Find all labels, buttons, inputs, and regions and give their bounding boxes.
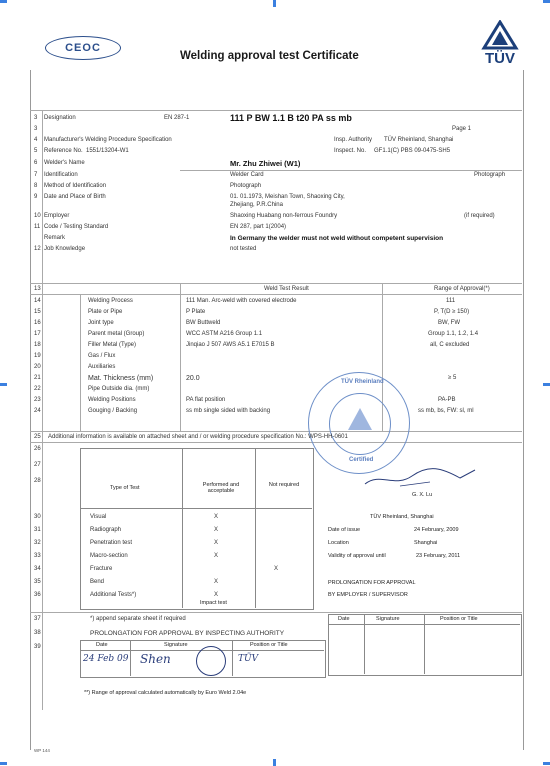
welding-process-value: 111 Man. Arc-weld with covered electrode bbox=[186, 298, 297, 304]
prolongation-authority-title: PROLONGATION FOR APPROVAL BY INSPECTING AUTHORITY bbox=[90, 630, 285, 637]
row-number: 20 bbox=[34, 364, 41, 370]
test-bend-mark: X bbox=[214, 579, 219, 585]
employer-value: Shaoxing Huabang non-ferrous Foundry bbox=[230, 213, 338, 219]
prolong-date-header: Date bbox=[96, 642, 108, 648]
row-number: 26 bbox=[34, 446, 41, 452]
code-standard-value: EN 287, part 1(2004) bbox=[230, 224, 287, 230]
row-number: 22 bbox=[34, 386, 41, 392]
row-number: 34 bbox=[34, 566, 41, 572]
row-number: 38 bbox=[34, 630, 41, 636]
additional-info-text: Additional information is available on attached sheet and / or welding procedure specification No.: WPS-HH-0601 bbox=[48, 434, 348, 440]
joint-type-label: Joint type bbox=[88, 320, 114, 326]
authority-name: TÜV Rheinland, Shanghai bbox=[370, 514, 434, 520]
welding-process-range: 111 bbox=[446, 298, 456, 304]
row-number: 24 bbox=[34, 408, 41, 414]
issue-date-value: 24 February, 2009 bbox=[414, 527, 459, 533]
welder-name-value: Mr. Zhu Zhiwei (W1) bbox=[230, 159, 301, 168]
tuv-logo-text: TÜV bbox=[485, 50, 515, 67]
row-number: 15 bbox=[34, 309, 41, 315]
plate-pipe-value: P Plate bbox=[186, 309, 206, 315]
row-number: 7 bbox=[34, 172, 38, 178]
code-standard-label: Code / Testing Standard bbox=[44, 224, 109, 230]
birth-value-2: Zhejiang, P.R.China bbox=[230, 202, 283, 208]
test-macro-label: Macro-section bbox=[90, 553, 128, 559]
tuv-logo bbox=[478, 20, 522, 70]
signer-name: G. X. Lu bbox=[412, 492, 433, 498]
ceoc-logo: CEOC bbox=[45, 36, 121, 60]
not-required-header: Not required bbox=[268, 482, 300, 488]
designation-label: Designation bbox=[44, 115, 76, 121]
handwritten-date: 24 Feb 09 bbox=[83, 654, 129, 664]
welding-positions-label: Welding Positions bbox=[88, 397, 136, 403]
welding-process-label: Welding Process bbox=[88, 298, 133, 304]
handwritten-title: TÜV bbox=[238, 654, 259, 664]
row-number: 8 bbox=[34, 183, 38, 189]
row-number: 27 bbox=[34, 462, 41, 468]
inspector-signature bbox=[360, 462, 480, 492]
form-code: WP 144 bbox=[34, 748, 50, 753]
joint-type-value: BW Buttweld bbox=[186, 320, 221, 326]
row-number: 33 bbox=[34, 553, 41, 559]
row-number: 14 bbox=[34, 298, 41, 304]
employer-label: Employer bbox=[44, 213, 70, 219]
test-visual-label: Visual bbox=[90, 514, 107, 520]
gouging-range: ss mb, bs, FW: sl, ml bbox=[418, 408, 474, 414]
inspect-no-label: Inspect. No. bbox=[334, 148, 367, 154]
row-number: 9 bbox=[34, 194, 38, 200]
row-number: 16 bbox=[34, 320, 41, 326]
prolongation-employer-title: PROLONGATION FOR APPROVAL bbox=[328, 580, 416, 586]
parent-metal-value: WCC ASTM A216 Group 1.1 bbox=[186, 331, 263, 337]
tuv-rheinland-stamp: TÜV Rheinland Certified bbox=[308, 372, 410, 474]
validity-value: 23 February, 2011 bbox=[416, 553, 461, 559]
row-number: 3 bbox=[34, 126, 38, 132]
parent-metal-label: Parent metal (Group) bbox=[88, 331, 145, 337]
employer-signature-header: Signature bbox=[376, 616, 400, 622]
row-number: 23 bbox=[34, 397, 41, 403]
test-penetration-mark: X bbox=[214, 540, 219, 546]
parent-metal-range: Group 1.1, 1.2, 1.4 bbox=[428, 331, 479, 337]
crop-mark bbox=[0, 762, 7, 765]
birth-value: 01. 01.1973, Meishan Town, Shaoxing City, bbox=[230, 194, 345, 200]
row-number: 10 bbox=[34, 213, 41, 219]
row-number: 32 bbox=[34, 540, 41, 546]
location-label: Location bbox=[328, 540, 349, 546]
append-sheet-note: *) append separate sheet if required bbox=[90, 616, 186, 622]
row-number: 31 bbox=[34, 527, 41, 533]
prolongation-employer-title-2: BY EMPLOYER / SUPERVISOR bbox=[328, 592, 408, 598]
auxiliaries-label: Auxiliaries bbox=[88, 364, 116, 370]
row-number: 28 bbox=[34, 478, 41, 484]
prolong-signature-header: Signature bbox=[164, 642, 188, 648]
crop-mark bbox=[543, 383, 550, 386]
test-penetration-label: Penetration test bbox=[90, 540, 133, 546]
row-number: 39 bbox=[34, 644, 41, 650]
certificate-title: Welding approval test Certificate bbox=[180, 50, 359, 62]
validity-label: Validity of approval until bbox=[328, 553, 386, 559]
employer-position-header: Position or Title bbox=[440, 616, 478, 622]
row-number: 35 bbox=[34, 579, 41, 585]
impact-test-note: Impact test bbox=[200, 600, 227, 606]
performed-header: Performed and acceptable bbox=[202, 482, 240, 494]
row-number: 4 bbox=[34, 137, 38, 143]
test-additional-mark: X bbox=[214, 592, 219, 598]
job-knowledge-value: not tested bbox=[230, 246, 257, 252]
type-of-test-header: Type of Test bbox=[110, 485, 140, 491]
remark-value: In Germany the welder must not weld without competent supervision bbox=[230, 235, 444, 242]
row-number: 25 bbox=[34, 434, 41, 440]
photograph-label: Photograph bbox=[474, 172, 506, 178]
welding-positions-value: PA flat position bbox=[186, 397, 226, 403]
pipe-diameter-label: Pipe Outside dia. (mm) bbox=[88, 386, 150, 392]
row-number: 18 bbox=[34, 342, 41, 348]
row-number: 11 bbox=[34, 224, 41, 230]
row-number: 6 bbox=[34, 160, 38, 166]
issue-date-label: Date of issue bbox=[328, 527, 361, 533]
row-number: 19 bbox=[34, 353, 41, 359]
crop-mark bbox=[543, 762, 550, 765]
remark-label: Remark bbox=[44, 235, 66, 241]
job-knowledge-label: Job Knowledge bbox=[44, 246, 86, 252]
plate-pipe-label: Plate or Pipe bbox=[88, 309, 123, 315]
method-identification-value: Photograph bbox=[230, 183, 262, 189]
test-radiograph-mark: X bbox=[214, 527, 219, 533]
range-approval-header: Range of Approval(*) bbox=[434, 286, 490, 292]
filler-metal-value: Jinqiao J 507 AWS A5.1 E7015 B bbox=[186, 342, 275, 348]
test-visual-mark: X bbox=[214, 514, 219, 520]
insp-authority-value: TÜV Rheinland, Shanghai bbox=[384, 137, 454, 143]
identification-value: Welder Card bbox=[230, 172, 264, 178]
identification-label: Identification bbox=[44, 172, 78, 178]
page-number: Page 1 bbox=[452, 126, 472, 132]
thickness-label: Mat. Thickness (mm) bbox=[88, 375, 154, 382]
row-number: 36 bbox=[34, 592, 41, 598]
plate-pipe-range: P, T(D ≥ 150) bbox=[434, 309, 470, 315]
row-number: 30 bbox=[34, 514, 41, 520]
insp-authority-label: Insp. Authority bbox=[334, 137, 373, 143]
crop-mark bbox=[0, 0, 7, 3]
range-footnote: **) Range of approval calculated automatically by Euro Weld 2.04e bbox=[84, 690, 247, 696]
row-number: 12 bbox=[34, 246, 41, 252]
welder-name-label: Welder's Name bbox=[44, 160, 85, 166]
birth-label: Date and Place of Birth bbox=[44, 194, 106, 200]
test-additional-label: Additional Tests*) bbox=[90, 592, 137, 598]
row-number: 17 bbox=[34, 331, 41, 337]
crop-mark bbox=[0, 383, 7, 386]
row-number: 21 bbox=[34, 375, 41, 381]
reference-label: Reference No. bbox=[44, 148, 83, 154]
gouging-label: Gouging / Backing bbox=[88, 408, 138, 414]
prolong-position-header: Position or Title bbox=[250, 642, 288, 648]
row-number: 5 bbox=[34, 148, 38, 154]
joint-type-range: BW, FW bbox=[438, 320, 460, 326]
crop-mark bbox=[273, 0, 276, 7]
tuv-triangle-icon bbox=[478, 20, 522, 52]
gouging-value: ss mb single sided with backing bbox=[186, 408, 271, 414]
employer-date-header: Date bbox=[338, 616, 350, 622]
inspect-no-value: GF1.1(C) PBS 09-0475-SH5 bbox=[374, 148, 451, 154]
filler-metal-range: all, C excluded bbox=[430, 342, 470, 348]
crop-mark bbox=[543, 0, 550, 3]
designation-value: 111 P BW 1.1 B t20 PA ss mb bbox=[230, 113, 352, 123]
welding-positions-range: PA-PB bbox=[438, 397, 456, 403]
row-number: 37 bbox=[34, 616, 41, 622]
handwritten-stamp bbox=[196, 646, 226, 676]
thickness-range: ≥ 5 bbox=[448, 375, 457, 381]
reference-value: 1551/13204-W1 bbox=[86, 148, 129, 154]
test-radiograph-label: Radiograph bbox=[90, 527, 122, 533]
gas-flux-label: Gas / Flux bbox=[88, 353, 116, 359]
wps-label: Manufacturer's Welding Procedure Specification bbox=[44, 137, 172, 143]
handwritten-signature: Shen bbox=[140, 652, 171, 666]
crop-mark bbox=[273, 759, 276, 766]
designation-standard: EN 287-1 bbox=[164, 115, 190, 121]
method-identification-label: Method of Identification bbox=[44, 183, 107, 189]
test-macro-mark: X bbox=[214, 553, 219, 559]
filler-metal-label: Filler Metal (Type) bbox=[88, 342, 137, 348]
test-bend-label: Bend bbox=[90, 579, 105, 585]
weld-test-result-header: Weld Test Result bbox=[264, 286, 309, 292]
row-number: 13 bbox=[34, 286, 41, 292]
location-value: Shanghai bbox=[414, 540, 438, 546]
test-fracture-mark: X bbox=[274, 566, 279, 572]
if-required-note: (if required) bbox=[464, 213, 495, 219]
thickness-value: 20.0 bbox=[186, 375, 200, 382]
row-number: 3 bbox=[34, 115, 38, 121]
test-fracture-label: Fracture bbox=[90, 566, 113, 572]
